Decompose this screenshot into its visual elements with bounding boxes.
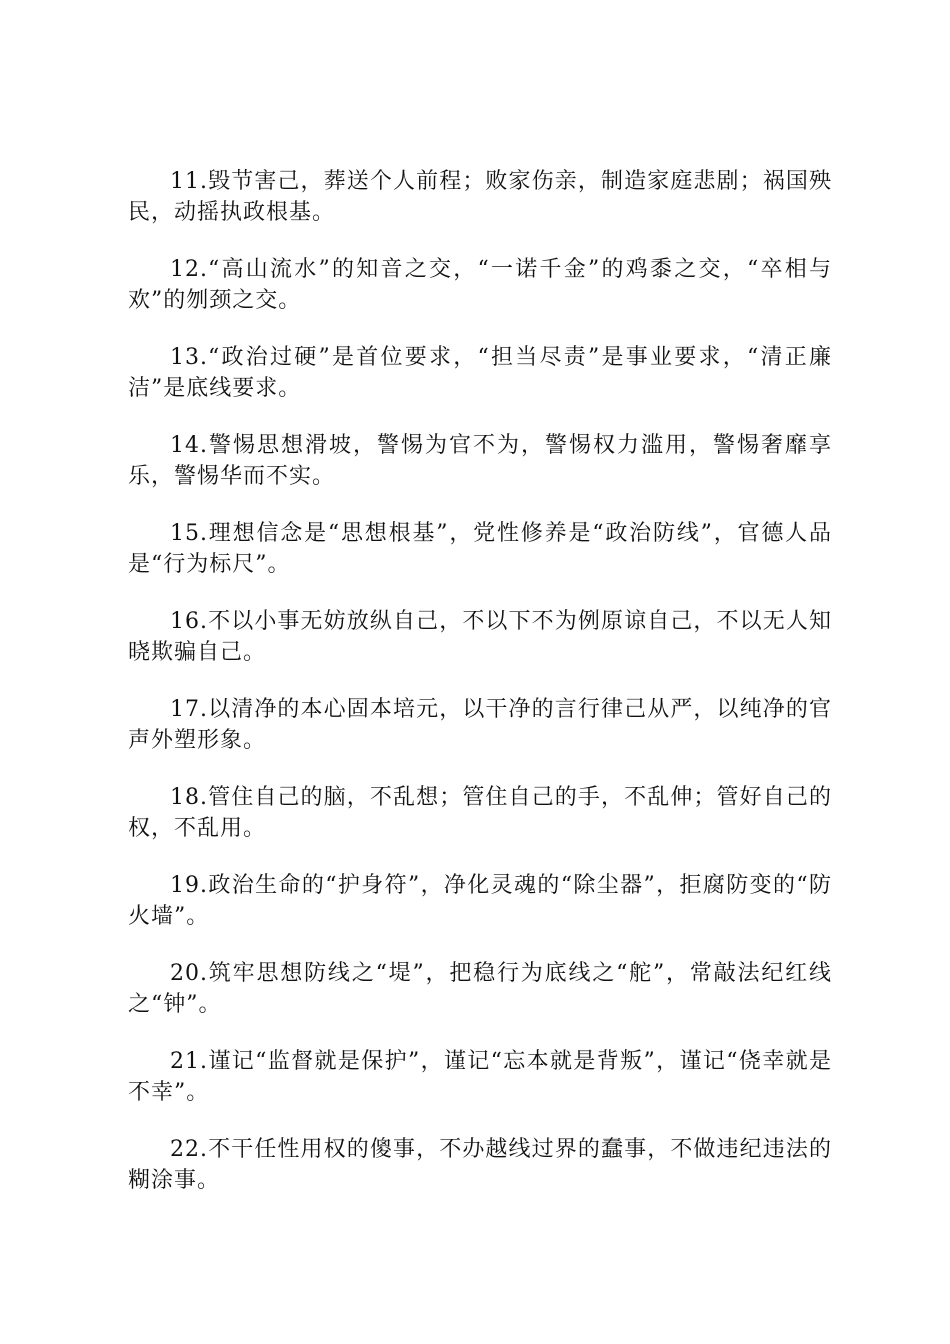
document-body <box>128 166 832 1222</box>
paragraph-14: 14.警惕思想滑坡，警惕为官不为，警惕权力滥用，警惕奢靡享乐，警惕华而不实。 <box>128 433 832 489</box>
paragraph-13: 13.“政治过硬”是首位要求，“担当尽责”是事业要求，“清正廉洁”是底线要求。 <box>128 345 832 401</box>
paragraph-18: 18.管住自己的脑，不乱想；管住自己的手，不乱伸；管好自己的权，不乱用。 <box>128 785 832 841</box>
paragraph-15: 15.理想信念是“思想根基”，党性修养是“政治防线”，官德人品是“行为标尺”。 <box>128 521 832 577</box>
paragraph-20: 20.筑牢思想防线之“堤”，把稳行为底线之“舵”，常敲法纪红线之“钟”。 <box>128 961 832 1017</box>
paragraph-19: 19.政治生命的“护身符”，净化灵魂的“除尘器”，拒腐防变的“防火墙”。 <box>128 873 832 929</box>
paragraph-11: 11.毁节害己，葬送个人前程；败家伤亲，制造家庭悲剧；祸国殃民，动摇执政根基。 <box>128 169 832 225</box>
paragraph-12: 12.“高山流水”的知音之交，“一诺千金”的鸡黍之交，“卒相与欢”的刎颈之交。 <box>128 257 832 313</box>
paragraph-21: 21.谨记“监督就是保护”，谨记“忘本就是背叛”，谨记“侥幸就是不幸”。 <box>128 1049 832 1105</box>
paragraph-17: 17.以清净的本心固本培元，以干净的言行律己从严，以纯净的官声外塑形象。 <box>128 697 832 753</box>
paragraph-22: 22.不干任性用权的傻事，不办越线过界的蠢事，不做违纪违法的糊涂事。 <box>128 1137 832 1193</box>
paragraph-16: 16.不以小事无妨放纵自己，不以下不为例原谅自己，不以无人知晓欺骗自己。 <box>128 609 832 665</box>
